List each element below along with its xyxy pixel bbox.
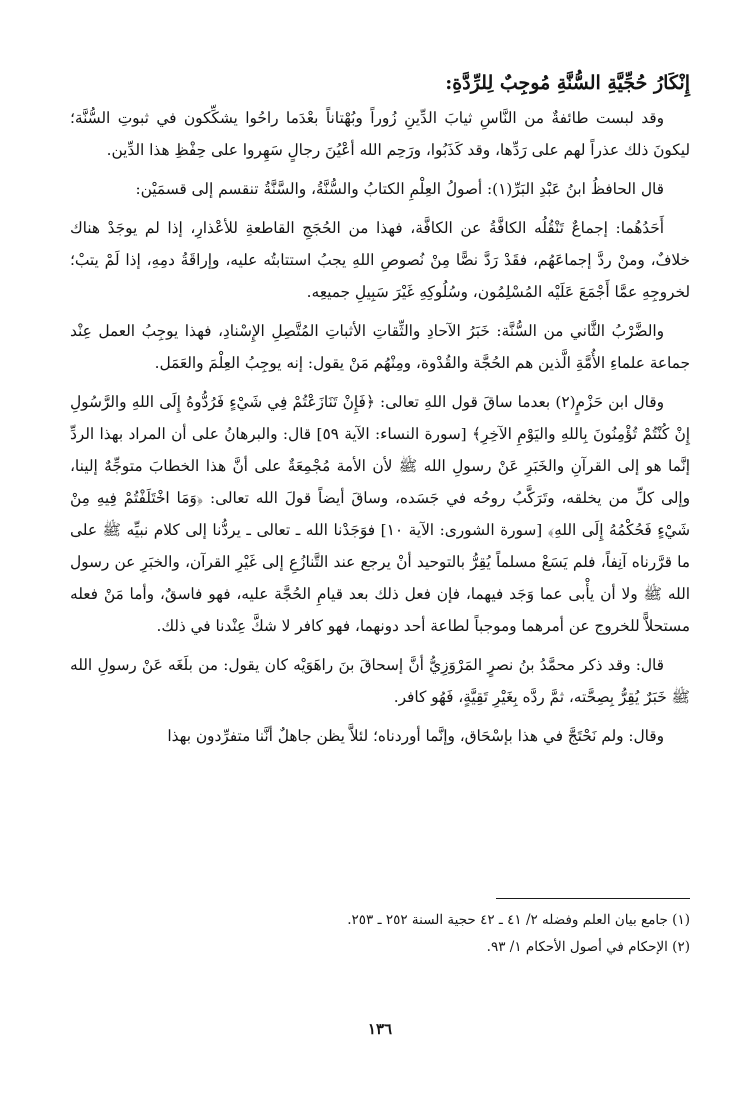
paragraph-ibn-hazm: وقال ابن حَزْمٍ(٢) بعدما ساقَ قول اللهِ تعالى: ﴿فَإِنْ تَنَازَعْتُمْ فِي شَيْءٍ فَرُدُّوهُ إِلَى اللهِ والرَّسُولِ إِنْ كُنْتُمْ تُؤْمِنُونَ بِاللهِ واليَوْمِ الآخِرِ﴾ [سورة النساء: الآية ٥٩] قال: والبرهانُ على أن المراد بهذا الردِّ إنَّما هو إلى القرآنِ والخَبَرِ عَنْ رسولِ الله ﷺ لأن الأمة مُجْمِعَةٌ على أنَّ هذا الخطابَ متوجِّهٌ إلينا، وإلى كلِّ من يخلقه، وتَرَكَّبُ روحُه في جَسَده، وساقَ أيضاً قولَ الله تعالى: ﴿وَمَا اخْتَلَفْتُمْ فِيهِ مِنْ شَيْءٍ فَحُكْمُهُ إِلَى اللهِ﴾ [سورة الشورى: الآية ١٠] فوَجَدْنا الله ـ تعالى ـ يردُّنا إلى كلام نبيِّه ﷺ على ما قرَّرناه آنِفاً، فلم يَسَعْ مسلماً يُقِرُّ بالتوحيد أنْ يرجع عند التَّنازُعِ إلى غَيْرِ القرآن، والخبَرِ عن رسول الله ﷺ ولا أن يأْبى عما وَجَد فيهما، فإن فعل ذلك بعد قيامِ الحُجَّة عليه، فهو فاسقٌ، وأما مَنْ فعله مستحلاًّ للخروج عن أمرهما وموجباً لطاعة أحد دونهما، فهو كافر لا شكَّ عِنْدنا في ذلك. <box>70 393 691 635</box>
paragraph-ibn-abd-al-barr: قال الحافظُ ابنُ عَبْدِ البَرِّ(١): أصولُ العِلْمِ الكتابُ والسُّنَّةُ، والسَّنَّةُ تنقسم إلى قسمَيْن: <box>135 180 664 198</box>
page-number: ١٣٦ <box>367 1020 393 1038</box>
paragraph-intro: وقد لبست طائفةٌ من النَّاسِ ثيابَ الدِّينِ زُوراً وبُهْتاناً بعْدَما راحُوا يشكِّكون في ثبوتِ السُّنَّة؛ ليكونَ ذلك عذراً لهم على رَدِّها، وقد كَذَبُوا، ورَحِم الله أعْيُنَ رجالٍ سَهِروا على حِفْظِ هذا الدِّين. <box>70 109 690 159</box>
section-heading: إِنْكَارُ حُجِّيَّةِ السُّنَّةِ مُوجِبٌ لِلرِّدَّةِ: <box>445 72 690 94</box>
paragraph-first-type: أَحَدُهُما: إجماعٌ تَنْقُلُه الكافَّةُ عن الكافَّة، فهذا من الحُجَجِ القاطعةِ للأعْذارِ، إذا لم يوجَدْ هناك خلافٌ، ومنْ ردَّ إجماعَهُم، فقَدْ رَدَّ نصًّا مِنْ نُصوصِ اللهِ يجبُ استتابتُه عليه، وإراقَةُ دمِهِ، إذا لَمْ يتبْ؛ لخروجِهِ عمَّا أَجْمَعَ عَلَيْه المُسْلِمُون، وسُلُوكِهِ غَيْرَ سَبِيلِ جميعِه. <box>70 219 690 301</box>
footnote-2: (٢) الإحكام في أصول الأحكام ١/ ٩٣. <box>486 939 690 955</box>
paragraph-marwazi: قال: وقد ذكر محمَّدُ بنُ نصرٍ المَرْوَزِيُّ أنَّ إسحاقَ بنَ راهَوَيْه كان يقول: من بلَغَه عَنْ رسولِ الله ﷺ خَبَرٌ يُقِرُّ بِصِحَّته، ثمَّ ردَّه بِغَيْرِ تَقِيَّةٍ، فَهُو كافر. <box>70 656 690 706</box>
paragraph-closing: وقال: ولم نَحْتَجَّ في هذا بإسْحَاق، وإنَّما أوردناه؛ لئلاَّ يظن جاهلٌ أنَّنا متفرِّدون بهذا <box>167 727 664 745</box>
book-page <box>70 72 690 1072</box>
footnote-1: (١) جامع بيان العلم وفضله ٢/ ٤١ ـ ٤٢ حجية السنة ٢٥٢ ـ ٢٥٣. <box>347 912 690 928</box>
footnotes <box>70 898 690 961</box>
paragraph-second-type: والضَّرْبُ الثَّاني من السُّنَّة: خَبَرُ الآحادِ والثِّقاتِ الأثباتِ المُتَّصِلِ الإِسْنادِ، فهذا يوجِبُ العمل عِنْد جماعة علماءِ الأُمَّةِ الَّذين هم الحُجَّة والقُدْوة، ومِنْهُم مَنْ يقول: إنه يوجِبُ العِلْمَ والعَمَل. <box>70 322 690 372</box>
footnote-divider <box>496 898 690 899</box>
